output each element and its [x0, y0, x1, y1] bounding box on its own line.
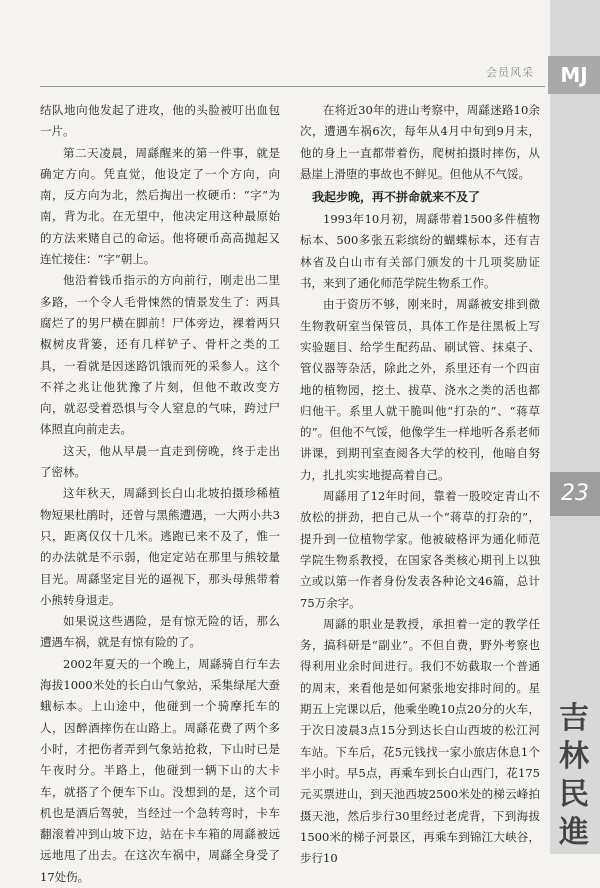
paragraph: 1993年10月初，周繇带着1500多件植物标本、500多张五彩缤纷的蝴蝶标本，还有吉林省及白山市有关部门颁发的十几项奖励证书，来到了通化师范学院生物系工作。 — [300, 212, 540, 291]
paragraph: 由于资历不够，刚来时，周繇被安排到微生物教研室当保管员，具体工作是往黑板上写实验题目、给学生配药品、刷试管、抹桌子、管仪器等杂活，除此之外，系里还有一个四亩地的植物园，挖土、拔草、浇水之类的活也都归他干。系里人就干脆叫他“打杂的”、“蒋草的”。但他不气馁，他像学生一样地听各系老师讲课，到期刊室查阅各大学的校刊，他暗自努力，扎扎实实地提高着自己。 — [300, 297, 540, 482]
paragraph: 2002年夏天的一个晚上，周繇骑自行车去海拔1000米处的长白山气象站，采集绿尾大蚕蛾标本。上山途中，他碰到一个骑摩托车的人，因醉酒摔伤在山路上。周繇花费了两个多小时，才把伤者弄到气象站抢救，下山时已是午夜时分。半路上，他碰到一辆下山的大卡车，就搭了个便车下山。没想到的是，这个司机也是酒后驾驶，当经过一个急转弯时，卡车翻滚着冲到山坡下边，站在卡车箱的周繇被远远地甩了出去。在这次车祸中，周繇全身受了17处伤。 — [40, 656, 280, 884]
brand-tab: MJ — [548, 56, 600, 94]
section-heading: 我起步晚，再不拼命就来不及了 — [312, 190, 481, 205]
paragraph: 在将近30年的进山考察中，周繇迷路10余次，遭遇车祸6次，每年从4月中旬到9月末，他的身上一直都带着伤，爬树拍摄时摔伤，从悬崖上滑堕的事故也不鲜见。但他从不气馁。 — [300, 103, 540, 181]
paragraph: 周繇用了12年时间，靠着一股咬定青山不放松的拼劲，把自己从一个“蒋草的打杂的”，提升到一位植物学家。他被破格评为通化师范学院生物系教授，在国家各类核心期刊上以独立或以第一作者身份发表各种论文46篇，总计75万余字。 — [300, 489, 540, 610]
paragraph: 结队地向他发起了进攻，他的头脸被叮出血包一片。 — [40, 103, 280, 139]
header-rule — [40, 86, 545, 87]
paragraph: 这天，他从早晨一直走到傍晚，终于走出了密林。 — [40, 443, 280, 480]
paragraph: 周繇的职业是教授，承担着一定的教学任务，搞科研是“副业”。不但自费，野外考察也得利用业余时间进行。我们不妨截取一个普通的周末，来看他是如何紧张地安排时间的。星期五上完课以后，他乘坐晚10点20分的火车，于次日凌晨3点15分到达长白山西坡的松江河车站。下车后，花5元钱找一家小旅店休息1个半小时。早5点，再乘车到长白山西门，花175元买票进山，到天池西坡2500米处的梯云峰拍摄天池，然后步行30里经过老虎背，下到海拔1500米的梯子河景区，再乘车到锦江大峡谷，步行10 — [300, 616, 540, 866]
magazine-logo: 吉 林 民 進 — [559, 701, 589, 850]
paragraph: 他沿着钱币指示的方向前行，刚走出二里多路，一个令人毛骨悚然的情景发生了：两具腐烂了的男尸横在脚前！尸体旁边，裸着两只椒树皮背篓，还有几样铲子、骨杆之类的工具，一看就是因迷路饥饿而死的采参人。这个不祥之兆让他犹豫了片刻，但他不敢改变方向，就忍受着恐惧与令人窒息的气味，跨过尸体照直向前走去。 — [40, 273, 280, 437]
section-label: 会员风采 — [486, 66, 534, 79]
right-column — [300, 100, 540, 866]
paragraph: 如果说这些遇险，是有惊无险的话，那么遭遇车祸，就是有惊有险的了。 — [40, 614, 280, 650]
paragraph: 第二天凌晨，周繇醒来的第一件事，就是确定方向。凭直觉，他设定了一个方向，向南，反方向为北，然后掏出一枚硬币：“字”为南，背为北。在无望中，他决定用这种最原始的方法来赌自己的命运。他将硬币高高抛起又连忙接住：“字”朝上。 — [40, 145, 280, 267]
page-number: 23 — [550, 472, 600, 516]
paragraph: 这年秋天，周繇到长白山北坡拍摄珍稀植物短果杜鹃时，还曾与黑熊遭遇，一大两小共3只，距离仅仅十几米。逃跑已来不及了，惟一的办法就是不示弱，他定定站在那里与熊较量目光。周繇坚定目光的逼视下，那头母熊带着小熊转身退走。 — [40, 486, 280, 607]
left-column — [40, 100, 280, 884]
